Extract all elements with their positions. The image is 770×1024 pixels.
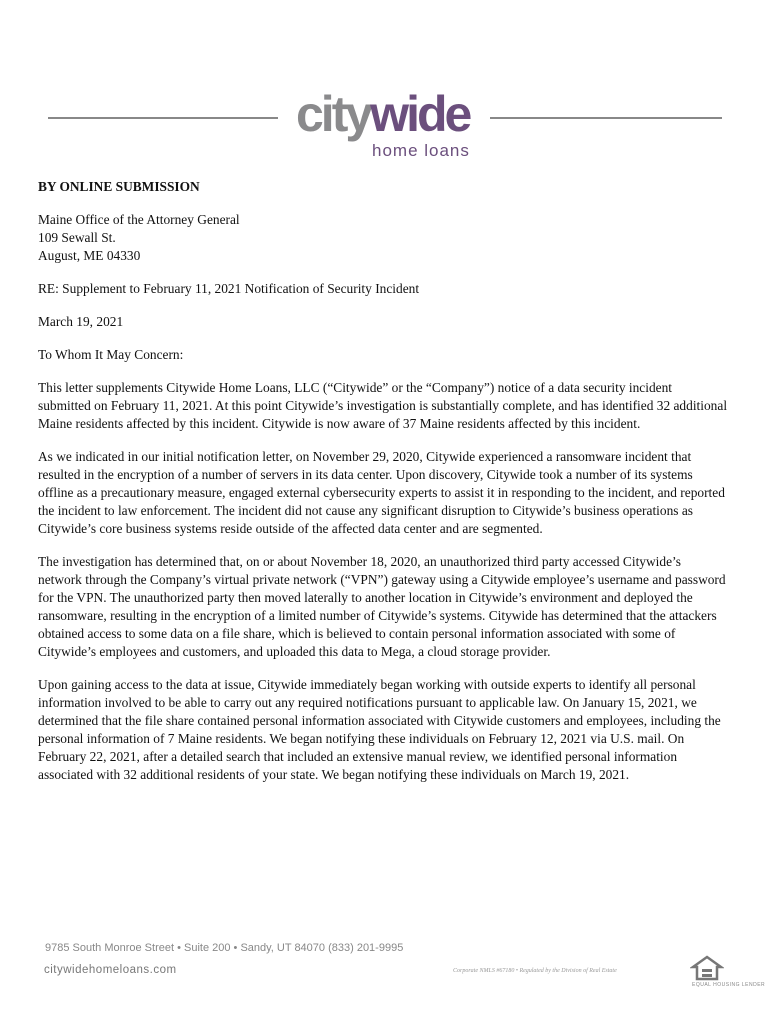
footer-legal: Corporate NMLS #67180 • Regulated by the Division of Real Estate	[453, 968, 617, 974]
letter-body	[38, 178, 728, 799]
letter-date: March 19, 2021	[38, 314, 124, 329]
logo-city-text: city	[296, 86, 371, 142]
logo-wide-text: wide	[370, 86, 470, 142]
subject-line: RE: Supplement to February 11, 2021 Notification of Security Incident	[38, 281, 420, 296]
recipient-line-1: Maine Office of the Attorney General	[38, 212, 240, 227]
equal-housing-text: EQUAL HOUSING LENDER	[692, 982, 766, 988]
paragraph-3: The investigation has determined that, on or about November 18, 2020, an unauthorized third party accessed Citywide’s network through the Company’s virtual private network (“VPN”) gateway using a Citywide employee’s username and password for the VPN. The unauthorized party then moved laterally to another location in Citywide’s environment and deployed the ransomware, resulting in the encryption of a limited number of Citywide’s systems. Citywide has determined that the attackers obtained access to some data on a file share, which is believed to contain personal information associated with some of Citywide’s employees and customers, and uploaded this data to Mega, a cloud storage provider.	[38, 554, 726, 659]
salutation: To Whom It May Concern:	[38, 347, 184, 362]
logo-subtitle: home loans	[372, 141, 470, 160]
recipient-address	[38, 211, 728, 265]
recipient-line-3: August, ME 04330	[38, 248, 141, 263]
letterhead	[0, 86, 770, 165]
recipient-line-2: 109 Sewall St.	[38, 230, 116, 245]
paragraph-2: As we indicated in our initial notification letter, on November 29, 2020, Citywide experienced a ransomware incident that resulted in the encryption of a number of servers in its data center. Upon discovery, Citywide took a number of its systems offline as a precautionary measure, engaged external cybersecurity experts to assist it in responding to the incident, and reported the incident to law enforcement. The incident did not cause any significant disruption to Citywide’s business operations as Citywide’s core business systems reside outside of the affected data center and are segmented.	[38, 449, 725, 536]
header-rule-left	[48, 117, 278, 119]
header-rule-right	[490, 117, 722, 119]
submission-method: BY ONLINE SUBMISSION	[38, 179, 200, 194]
footer-website: citywidehomeloans.com	[44, 964, 177, 976]
paragraph-1: This letter supplements Citywide Home Loans, LLC (“Citywide” or the “Company”) notice of a data security incident submitted on February 11, 2021. At this point Citywide’s investigation is substantially complete, and has identified 32 additional Maine residents affected by this incident. Citywide is now aware of 37 Maine residents affected by this incident.	[38, 380, 728, 431]
paragraph-4: Upon gaining access to the data at issue, Citywide immediately began working with outside experts to identify all personal information involved to be able to carry out any required notifications pursuant to applicable law. On January 15, 2021, we determined that the file share contained personal information associated with Citywide customers and employees, including the personal information of 7 Maine residents. We began notifying these individuals on February 12, 2021 via U.S. mail. On February 22, 2021, after a detailed search that included an extensive manual review, we identified personal information associated with 32 additional residents of your state. We began notifying these individuals on March 19, 2021.	[38, 677, 721, 782]
logo-wordmark	[296, 86, 470, 142]
citywide-logo	[296, 86, 476, 165]
footer-address: 9785 South Monroe Street • Suite 200 • Sandy, UT 84070 (833) 201-9995	[45, 942, 404, 954]
